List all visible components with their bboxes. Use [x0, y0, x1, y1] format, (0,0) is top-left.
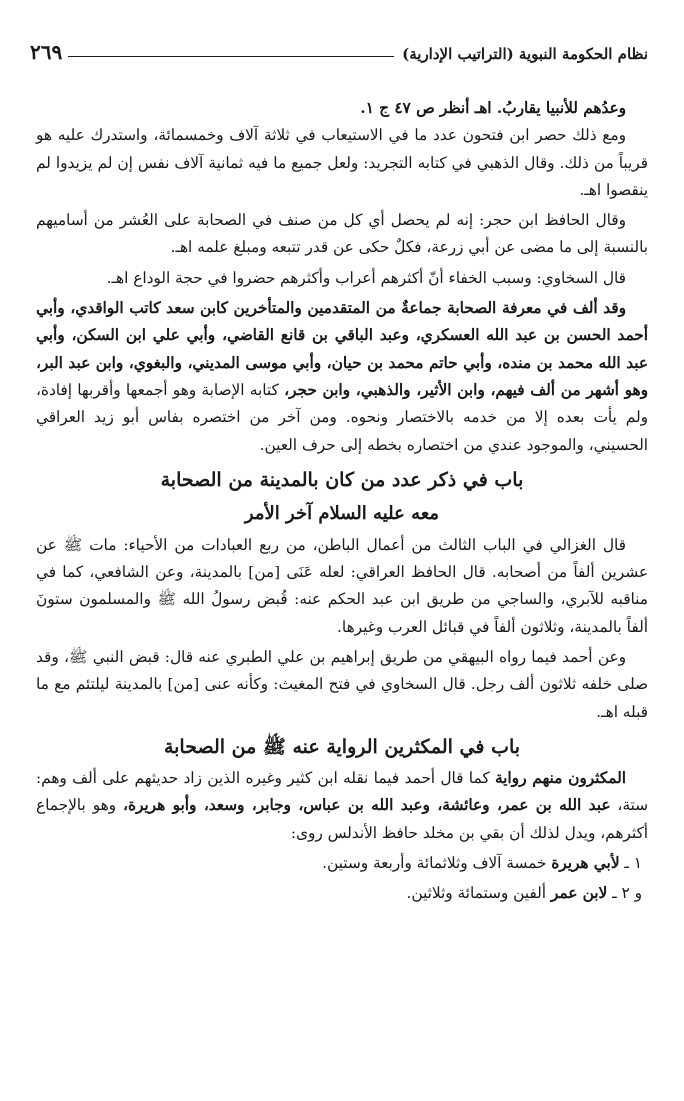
authors-tail: كتابه الإصابة وهو أجمعها وأقربها إفادة، ولم يأت بعده إلا من خدمه بالاختصار ونحوه. ومن آخر من اختصره بفاس أبو زيد العراقي الحسيني، والموجود عندي من اختصاره بخطه إلى حرف العين.: [36, 380, 648, 454]
narrators-names: عبد الله بن عمر، وعائشة، وعبد الله بن عباس، وجابر، وسعد، وأبو هريرة،: [123, 796, 611, 815]
list-item: [36, 880, 648, 907]
paragraph-narrators: [36, 765, 648, 847]
page-body: [36, 95, 648, 907]
running-head: [30, 36, 648, 62]
narrators-text-a: كما قال أحمد فيما نقله ابن كثير وغيره الذين زاد حديثهم على ألف وهم: ستة،: [36, 768, 648, 815]
list-item-text: خمسة آلاف وثلاثمائة وأربعة وستين.: [322, 853, 547, 872]
narrators-text-b: وهو بالإجماع أكثرهم، ويدل لذلك أن بقي بن مخلد حافظ الأندلس روى:: [36, 796, 648, 842]
paragraph-ghazali: قال الغزالي في الباب الثالث من أعمال الباطن، من ربع العبادات من الأحياء: مات ﷺ عن عشرين ألفاً من أصحابه. قال الحافظ العراقي: لعله عَنَى [من] بالمدينة، وعن الشافعي، كما في مناقبه للآبري، والساجي من طريق ابن عبد الحكم عنه: قُبض رسولُ الله ﷺ والمسلمون ستونَ ألفاً بالمدينة، وثلاثون ألفاً في قبائل العرب وغيرها.: [36, 535, 648, 636]
list-item-name: لابن عمر: [550, 884, 608, 903]
list-item-name: لأبي هريرة: [551, 853, 620, 872]
list-item: [36, 850, 648, 877]
paragraph-sakhawi: قال السخاوي: وسبب الخفاء أنّ أكثرهم أعراب وأكثرهم حضروا في حجة الوداع اهـ.: [106, 268, 626, 287]
list-item-number: ١ ـ: [624, 853, 642, 872]
paragraph-verse-end: وعدُهم للأنبيا يقاربُ. اهـ أنظر ص ٤٧ ج ١.: [360, 99, 626, 117]
authors-list: وقد ألف في معرفة الصحابة جماعةٌ من المتقدمين والمتأخرين كابن سعد كاتب الواقدي، وأبي أحمد الحسن بن عبد الله العسكري، وعبد الباقي بن قانع القاضي، وأبي علي ابن السكن، وأبي عبد الله محمد بن منده، وأبي حاتم محمد بن حيان، وأبي موسى المديني، والبغوي، وابن عبد البر، وهو أشهر من ألف فيهم، وابن الأثير، والذهبي، وابن حجر،: [36, 299, 648, 399]
list-item-number: و ٢ ـ: [612, 884, 642, 903]
paragraph-ibn-hajar: وقال الحافظ ابن حجر: إنه لم يحصل أي كل من صنف في الصحابة على العُشر من أساميهم بالنسبة إلى ما مضى عن أبي زرعة، فكلٌ حكى عن قدر تتبعه ومبلغ علمه اهـ.: [36, 211, 648, 257]
paragraph-authors: [36, 295, 648, 459]
section-heading-medina-count: باب في ذكر عدد من كان بالمدينة من الصحابة: [160, 468, 524, 491]
book-title: نظام الحكومة النبوية (التراتيب الإدارية): [402, 45, 648, 63]
header-rule: [68, 56, 394, 57]
page-number: ٢٦٩: [30, 40, 63, 64]
paragraph-ahmad: وعن أحمد فيما رواه البيهقي من طريق إبراهيم بن علي الطبري عنه قال: قبض النبي ﷺ، وقد صلى خلفه ثلاثون ألف رجل. قال السخاوي في فتح المغيث: وكأنه عنى [من] بالمدينة ليلتئم مع ما قبله اهـ.: [36, 648, 648, 721]
section-heading-narrators: باب في المكثرين الرواية عنه ﷺ من الصحابة: [163, 735, 521, 758]
list-item-text: ألفين وستمائة وثلاثين.: [406, 884, 547, 903]
section-heading-medina-count-sub: معه عليه السلام آخر الأمر: [244, 502, 440, 524]
narrators-lead: المكثرون منهم رواية: [494, 768, 626, 787]
paragraph-ibn-fathun: ومع ذلك حصر ابن فتحون عدد ما في الاستيعاب في ثلاثة آلاف وخمسمائة، واستدرك عليه هو قريباً من ذلك. وقال الذهبي في كتابه التجريد: ولعل جميع ما فيه ثمانية آلاف نفس إن لم يزيدوا لم ينقصوا اهـ.: [36, 126, 648, 199]
